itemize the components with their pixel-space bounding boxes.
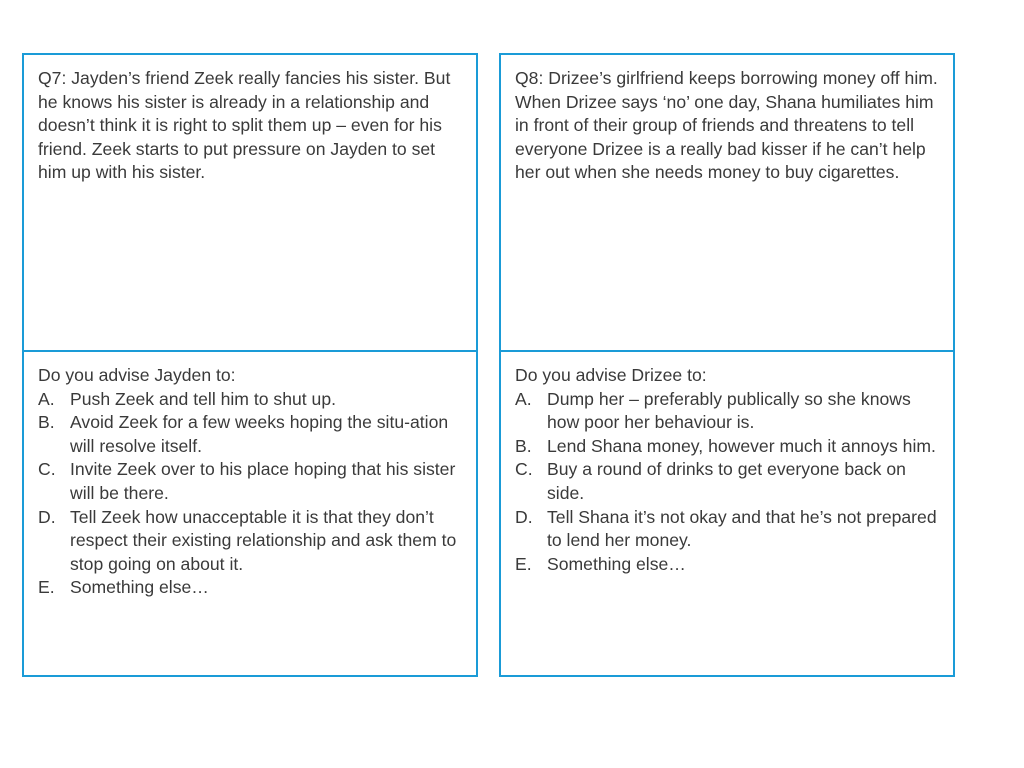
q8-scenario-card [499, 53, 955, 352]
q7-scenario-text: Q7: Jayden’s friend Zeek really fancies his sister. But he knows his sister is already in a relationship and doesn’t think it is right to split them up – even for his friend. Zeek starts to put pressure on Jayden to set him up with his sister. [38, 68, 451, 183]
option-letter: E. [515, 553, 532, 574]
option-letter: D. [38, 506, 56, 527]
q7-option-e [38, 576, 462, 600]
option-text: Avoid Zeek for a few weeks hoping the situ-ation will resolve itself. [70, 412, 449, 456]
q8-option-c [515, 458, 939, 505]
option-text: Something else… [70, 577, 209, 598]
q7-option-a [38, 388, 462, 412]
option-letter: B. [515, 435, 532, 456]
q8-option-d [515, 506, 939, 553]
q8-options-card [499, 350, 955, 677]
q7-option-c [38, 458, 462, 505]
option-text: Lend Shana money, however much it annoys him. [547, 435, 936, 456]
q7-prompt: Do you advise Jayden to: [38, 365, 236, 385]
q8-option-a [515, 388, 939, 435]
option-text: Tell Zeek how unacceptable it is that they don’t respect their existing relationship and ask them to stop going on about it. [70, 506, 457, 574]
q7-option-d [38, 506, 462, 577]
q8-scenario-text: Q8: Drizee’s girlfriend keeps borrowing money off him. When Drizee says ‘no’ one day, Shana humiliates him in front of their group of friends and threatens to tell everyone Drizee is a really bad kisser if he can’t help her out when she needs money to buy cigarettes. [515, 68, 938, 183]
option-letter: D. [515, 506, 533, 527]
option-text: Dump her – preferably publically so she knows how poor her behaviour is. [547, 388, 911, 433]
q8-options-list [515, 388, 939, 577]
q8-option-e [515, 553, 939, 577]
option-text: Push Zeek and tell him to shut up. [70, 388, 337, 409]
option-text: Buy a round of drinks to get everyone back on side. [547, 459, 906, 503]
q7-scenario-card [22, 53, 478, 352]
option-letter: E. [38, 577, 55, 598]
q7-options-list [38, 388, 462, 600]
q7-option-b [38, 411, 462, 458]
q8-prompt: Do you advise Drizee to: [515, 365, 707, 385]
option-letter: B. [38, 412, 55, 433]
q7-options-card [22, 350, 478, 677]
option-letter: C. [38, 459, 56, 480]
option-letter: A. [515, 388, 532, 409]
option-text: Tell Shana it’s not okay and that he’s not prepared to lend her money. [547, 506, 937, 551]
q8-option-b [515, 435, 939, 459]
option-text: Invite Zeek over to his place hoping that his sister will be there. [70, 459, 456, 503]
option-letter: C. [515, 459, 533, 480]
option-letter: A. [38, 388, 55, 409]
option-text: Something else… [547, 553, 686, 574]
